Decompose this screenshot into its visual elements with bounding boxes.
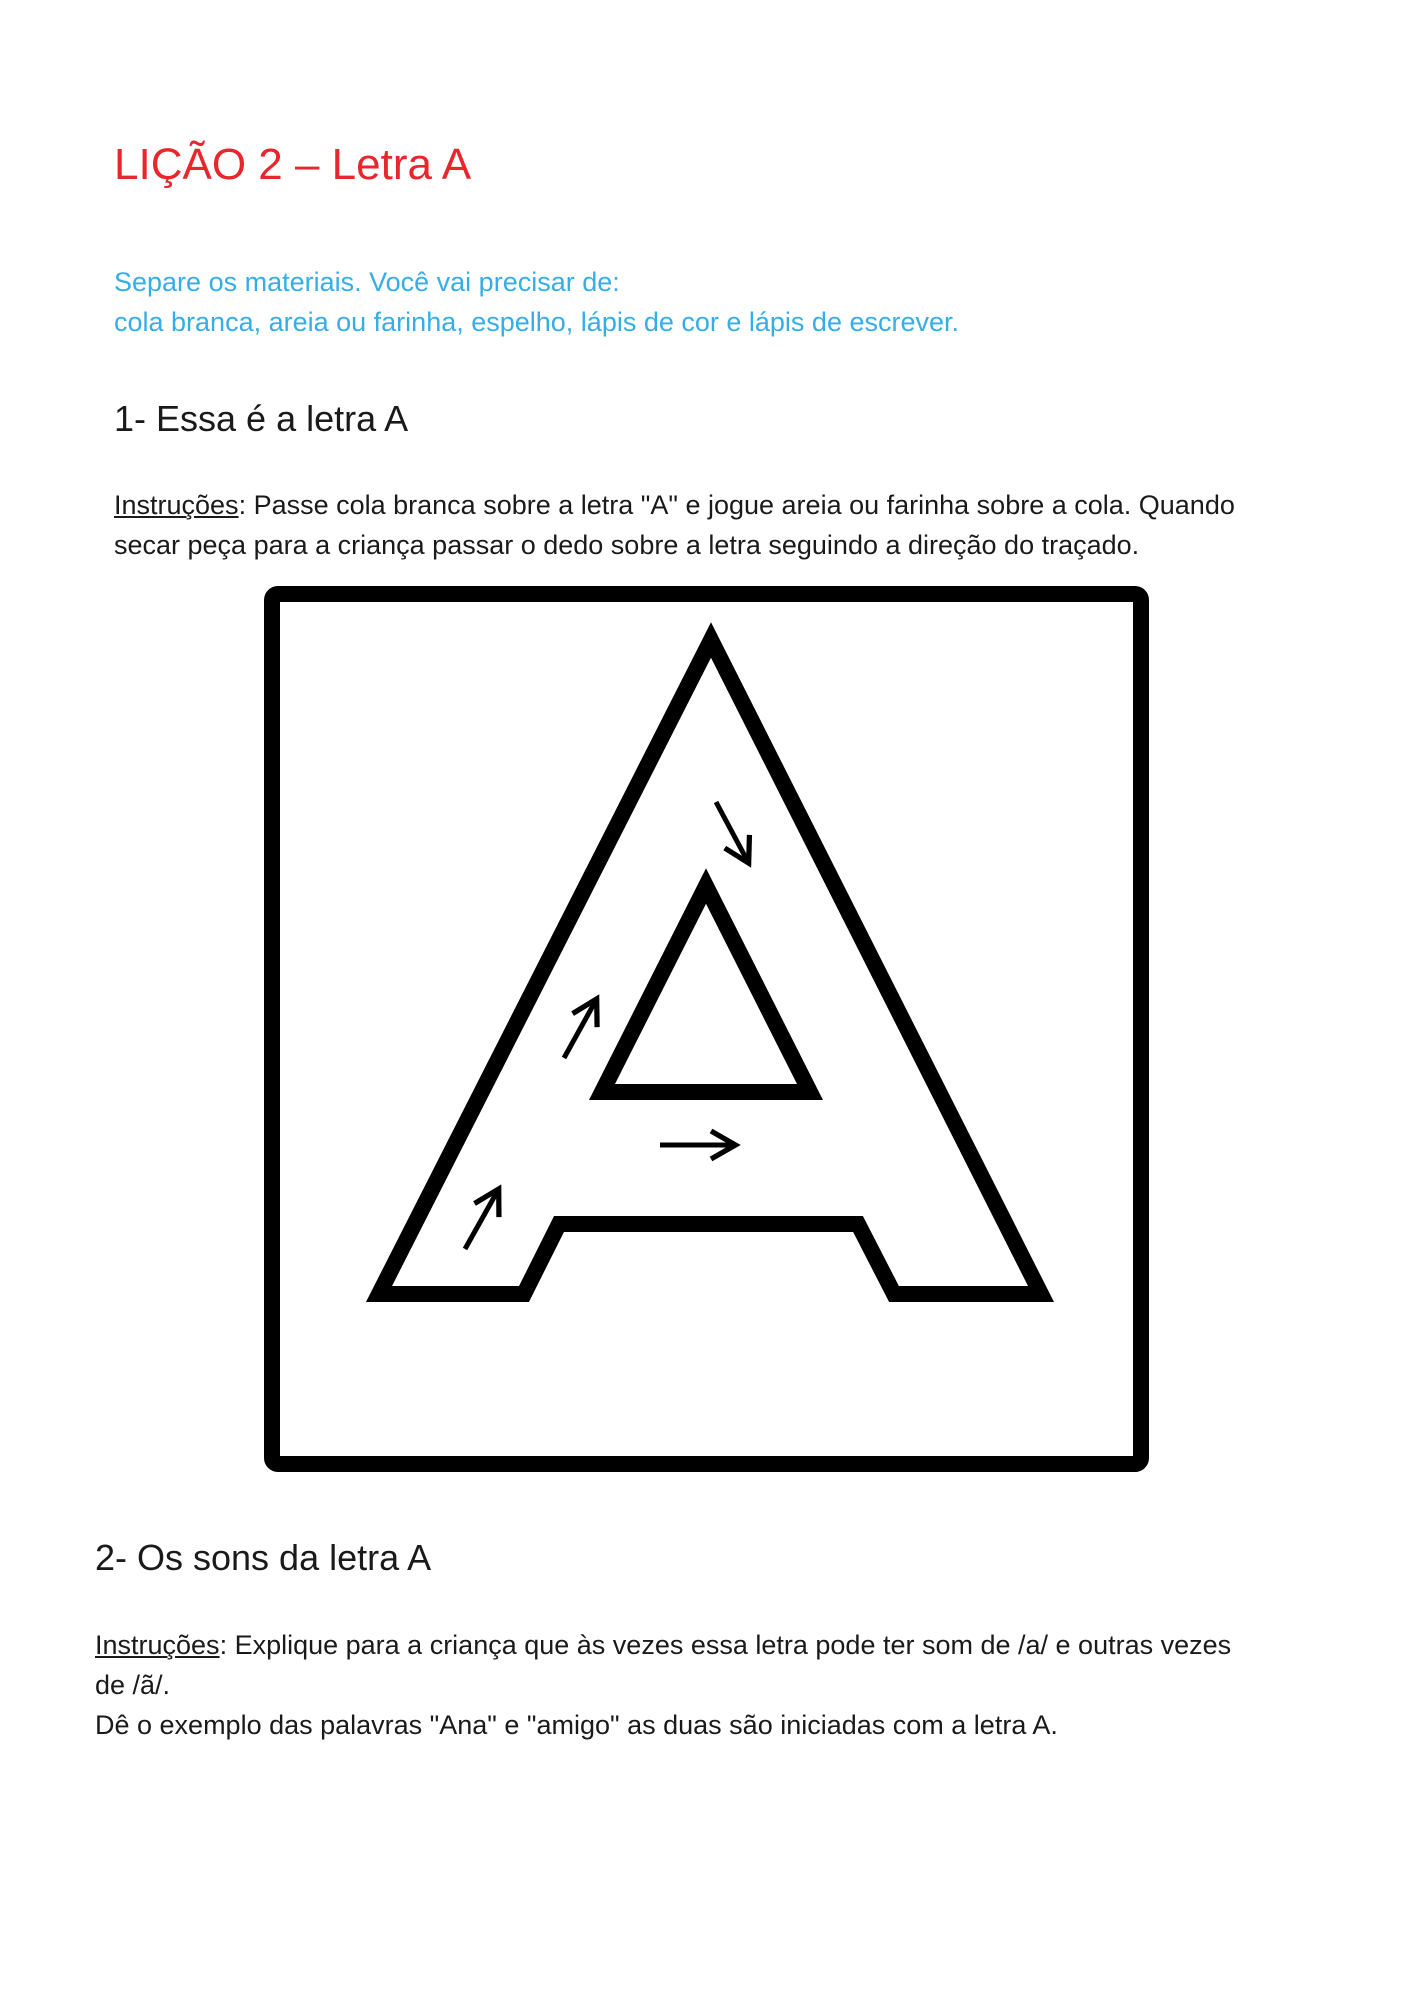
section-2-instructions-line-2: de /ã/.: [95, 1670, 171, 1700]
section-1-instructions: [114, 485, 1344, 565]
section-2-instructions: [95, 1625, 1325, 1745]
section-1-heading: 1- Essa é a letra A: [114, 398, 409, 439]
instructions-label: Instruções: [95, 1630, 220, 1660]
direction-arrow-icon: [465, 1192, 497, 1249]
instructions-label: Instruções: [114, 490, 239, 520]
letter-a-tracing-figure: [262, 584, 1162, 1474]
instructions-text-1: : Passe cola branca sobre a letra "A" e jogue areia ou farinha sobre a cola. Quando: [238, 490, 1235, 520]
direction-arrow-icon: [564, 1002, 595, 1058]
section-1-instructions-line-1: [114, 485, 1344, 525]
section-2-instructions-line-3: Dê o exemplo das palavras "Ana" e "amigo" as duas são iniciadas com a letra A.: [95, 1710, 1058, 1740]
letter-frame: [272, 594, 1141, 1464]
letter-a-outline: [379, 640, 1041, 1294]
direction-arrow-icon: [716, 802, 747, 860]
materials-line-1: Separe os materiais. Você vai precisar de:: [114, 267, 620, 297]
materials-line-2: cola branca, areia ou farinha, espelho, lápis de cor e lápis de escrever.: [114, 307, 960, 337]
section-2-heading: 2- Os sons da letra A: [95, 1537, 432, 1578]
page-title: LIÇÃO 2 – Letra A: [114, 140, 472, 189]
letter-a-svg: [262, 584, 1162, 1474]
letter-a-counter: [602, 886, 810, 1092]
materials-text: [114, 262, 959, 342]
section-2-instructions-line-1: [95, 1625, 1325, 1665]
section-1-instructions-line-2: secar peça para a criança passar o dedo sobre a letra seguindo a direção do traçado.: [114, 530, 1140, 560]
instructions-text-1: : Explique para a criança que às vezes essa letra pode ter som de /a/ e outras vezes: [219, 1630, 1232, 1660]
